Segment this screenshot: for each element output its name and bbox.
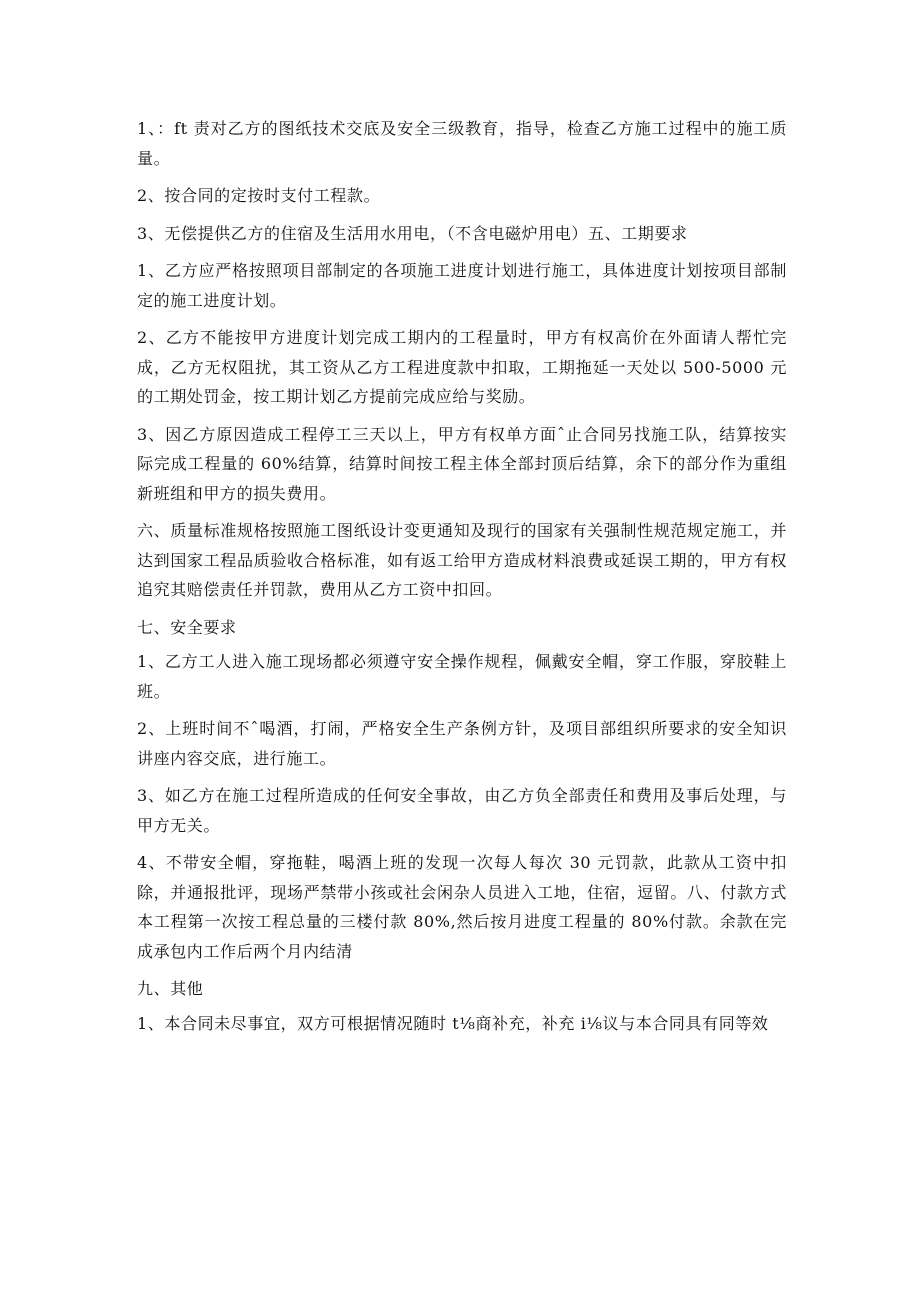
paragraph-lodging-utilities: 3、无偿提供乙方的住宿及生活用水用电，（不含电磁炉用电）五、工期要求 [137,223,688,243]
paragraph-no-drinking: 2、上班时间不ˆ喝酒，打闹，严格安全生产条例方针，及项目部组织所要求的安全知识讲座内容交底，进行施工。 [137,719,787,768]
paragraph-quality-standard: 六、质量标准规格按照施工图纸设计变更通知及现行的国家有关强制性规范规定施工，并达到国家工程品质验收合格标准，如有返工给甲方造成材料浪费或延误工期的，甲方有权追究其赔偿责任并罚款，费用从乙方工资中扣回。 [137,521,787,599]
paragraph-responsibility-technical: 1、：ft 责对乙方的图纸技术交底及安全三级教育，指导，检查乙方施工过程中的施工质量。 [137,119,787,168]
section-heading-safety: 七、安全要求 [137,617,237,637]
paragraph-payment-schedule: 2、按合同的定按时支付工程款。 [137,186,381,205]
paragraph-delay-penalty: 2、乙方不能按甲方进度计划完成工期内的工程量时，甲方有权高价在外面请人帮忙完成，乙方无权阻扰，其工资从乙方工程进度款中扣取，工期拖延一天处以 500-5000 元的工期处罚金，按工期计划乙方提前完成应给与奖励。 [137,328,787,406]
paragraph-safety-rules: 1、乙方工人进入施工现场都必须遵守安全操作规程，佩戴安全帽，穿工作服，穿胶鞋上班。 [137,652,787,701]
section-heading-other: 九、其他 [137,979,204,998]
paragraph-schedule-plan: 1、乙方应严格按照项目部制定的各项施工进度计划进行施工，具体进度计划按项目部制定的施工进度计划。 [137,261,787,310]
paragraph-supplementary: 1、本合同未尽事宜，双方可根据情况随时 t⅛商补充，补充 i⅛议与本合同具有同等效 [137,1013,769,1033]
paragraph-fines-payment: 4、不带安全帽，穿拖鞋，喝酒上班的发现一次每人每次 30 元罚款，此款从工资中扣除，并通报批评，现场严禁带小孩或社会闲杂人员进入工地，住宿，逗留。八、付款方式本工程第一次按工程总量的三楼付款 80%,然后按月进度工程量的 80%付款。余款在完成承包内工作后两个月内结清 [137,853,787,961]
paragraph-work-stoppage: 3、因乙方原因造成工程停工三天以上，甲方有权单方面ˆ止合同另找施工队，结算按实际完成工程量的 60%结算，结算时间按工程主体全部封顶后结算，余下的部分作为重组新班组和甲方的损失费用。 [137,424,787,503]
document-page [137,114,787,1046]
paragraph-accident-liability: 3、如乙方在施工过程所造成的任何安全事故，由乙方负全部责任和费用及事后处理，与甲方无关。 [137,786,787,835]
